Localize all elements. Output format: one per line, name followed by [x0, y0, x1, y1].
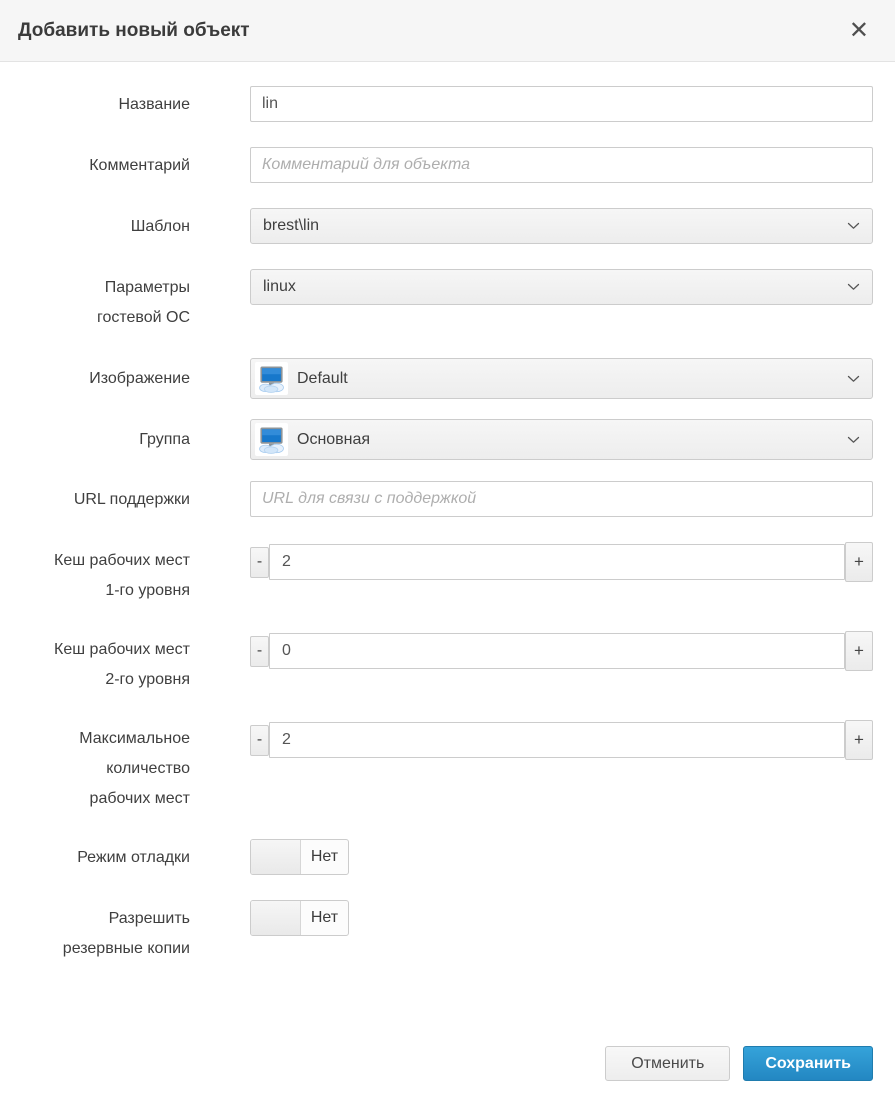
support-url-label: URL поддержки	[73, 491, 190, 508]
form-row-name	[0, 86, 873, 122]
comment-label: Комментарий	[89, 157, 190, 174]
image-label: Изображение	[89, 370, 190, 387]
group-select-value: Основная	[297, 430, 371, 448]
vm-monitor-cloud-icon	[255, 362, 288, 395]
debug-mode-toggle[interactable]	[250, 839, 349, 875]
dialog-title: Добавить новый объект	[18, 19, 250, 41]
chevron-down-icon	[847, 436, 860, 444]
group-select[interactable]	[250, 419, 873, 460]
form-row-comment	[0, 147, 873, 183]
cancel-button[interactable]: Отменить	[605, 1046, 730, 1081]
guest-os-select-value: linux	[263, 278, 296, 295]
form-row-guest-os	[0, 269, 873, 333]
backups-label: Разрешить резервные копии	[62, 910, 190, 957]
dialog-body	[0, 62, 895, 964]
dialog-header	[0, 0, 895, 62]
guest-os-label: Параметры гостевой ОС	[96, 279, 190, 326]
save-button[interactable]: Сохранить	[743, 1046, 873, 1081]
minus-button[interactable]: -	[250, 547, 269, 578]
chevron-down-icon	[847, 283, 860, 291]
template-label: Шаблон	[130, 218, 190, 235]
chevron-down-icon	[847, 222, 860, 230]
group-label: Группа	[139, 431, 190, 448]
minus-button[interactable]: -	[250, 725, 269, 756]
form-row-group	[0, 419, 873, 460]
backups-toggle-state: Нет	[310, 909, 339, 926]
cache-l2-stepper	[250, 631, 873, 671]
max-seats-stepper	[250, 720, 873, 760]
name-input[interactable]	[250, 86, 873, 122]
template-select[interactable]	[250, 208, 873, 244]
backups-toggle[interactable]	[250, 900, 349, 936]
name-label: Название	[118, 96, 190, 113]
dialog-footer	[605, 1046, 873, 1081]
form-row-cache-l2	[0, 631, 873, 695]
plus-button[interactable]: +	[845, 631, 873, 671]
template-select-value: brest\lin	[263, 217, 320, 234]
image-select[interactable]	[250, 358, 873, 399]
form-row-max-seats	[0, 720, 873, 814]
form-row-cache-l1	[0, 542, 873, 606]
plus-button[interactable]: +	[845, 720, 873, 760]
image-select-value: Default	[297, 369, 348, 387]
form-row-template	[0, 208, 873, 244]
max-seats-input[interactable]	[269, 722, 845, 758]
toggle-knob	[251, 840, 301, 874]
form-row-support-url	[0, 481, 873, 517]
cache-l1-label: Кеш рабочих мест 1-го уровня	[54, 552, 190, 599]
cache-l2-input[interactable]	[269, 633, 845, 669]
debug-mode-toggle-state: Нет	[310, 848, 339, 865]
minus-button[interactable]: -	[250, 636, 269, 667]
plus-button[interactable]: +	[845, 542, 873, 582]
form-row-backups	[0, 900, 873, 964]
toggle-knob	[251, 901, 301, 935]
debug-mode-label: Режим отладки	[77, 849, 190, 866]
cache-l2-label: Кеш рабочих мест 2-го уровня	[54, 641, 190, 688]
close-icon[interactable]: ✕	[843, 17, 875, 45]
guest-os-select[interactable]	[250, 269, 873, 305]
max-seats-label: Максимальное количество рабочих мест	[79, 730, 190, 807]
form-row-image	[0, 358, 873, 399]
comment-input[interactable]	[250, 147, 873, 183]
cache-l1-input[interactable]	[269, 544, 845, 580]
cache-l1-stepper	[250, 542, 873, 582]
support-url-input[interactable]	[250, 481, 873, 517]
chevron-down-icon	[847, 375, 860, 383]
vm-monitor-cloud-icon	[255, 423, 288, 456]
form-row-debug-mode	[0, 839, 873, 875]
